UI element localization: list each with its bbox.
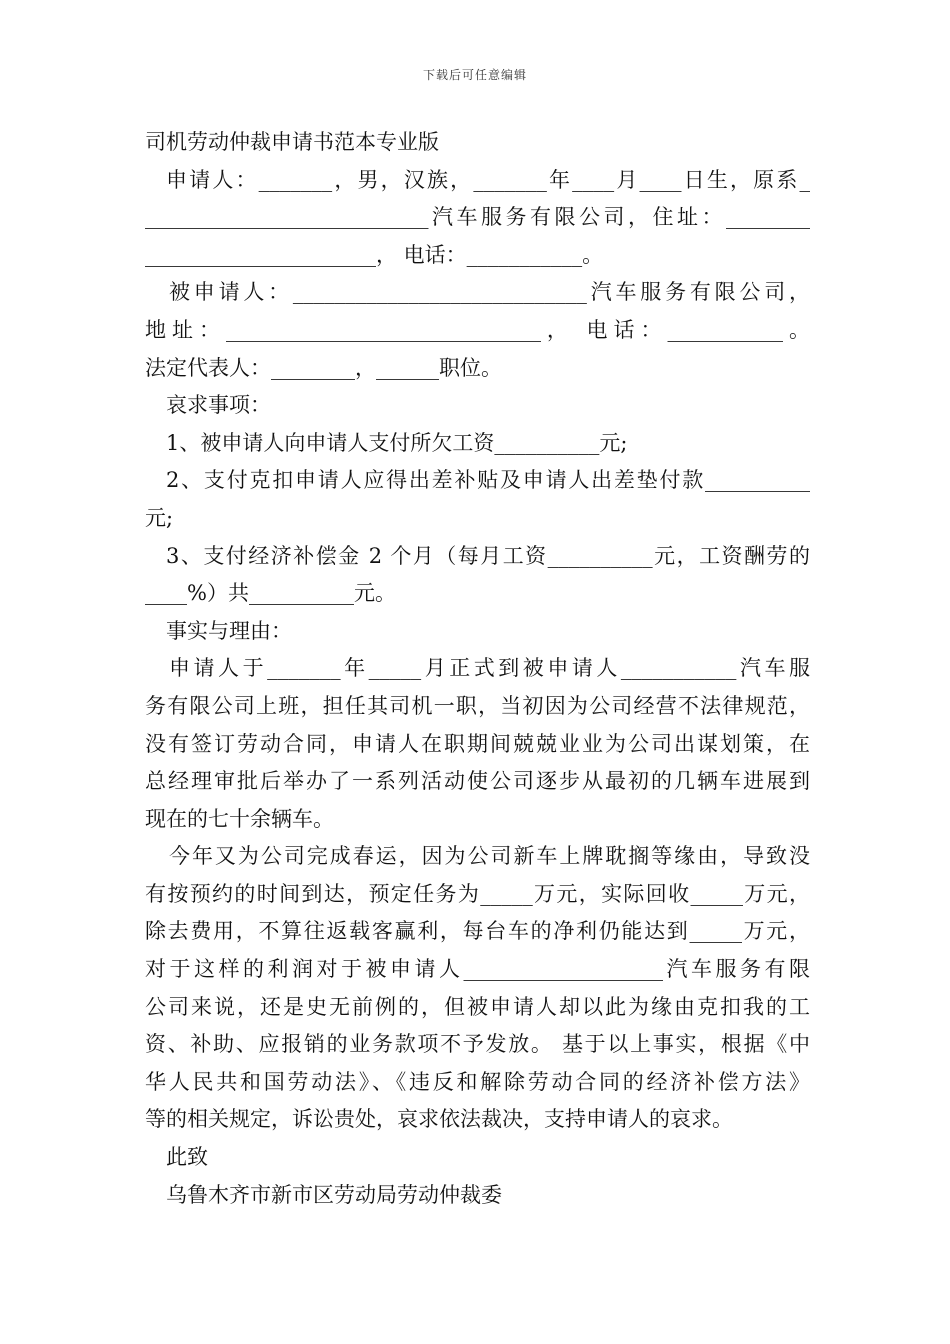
paragraph-line: 没有签订劳动合同，申请人在职期间兢兢业业为公司出谋划策，在 <box>145 731 810 756</box>
paragraph-line: 今年又为公司完成春运，因为公司新车上牌耽搁等缘由，导致没 <box>169 844 810 869</box>
paragraph-line: 现在的七十余辆车。 <box>145 806 334 831</box>
closing-salutation: 此致 <box>166 1145 208 1170</box>
paragraph-line: 等的相关规定，诉讼贵处，哀求依法裁决，支持申请人的哀求。 <box>145 1107 733 1132</box>
claim-item: ____%）共__________元。 <box>145 581 396 606</box>
paragraph-line: 除去费用，不算往返载客赢利，每台车的净利仍能达到_____万元， <box>145 919 810 944</box>
paragraph-line: 地址：______________________________， 电话：___________。 <box>145 317 810 342</box>
document-body <box>145 124 810 1214</box>
paragraph-line: 对于这样的利润对于被申请人___________________汽车服务有限 <box>145 957 810 982</box>
document-title: 司机劳动仲裁申请书范本专业版 <box>145 130 439 154</box>
paragraph-line: 有按预约的时间到达，预定任务为_____万元，实际回收_____万元， <box>145 881 810 906</box>
paragraph-line: 务有限公司上班，担任其司机一职，当初因为公司经营不法律规范， <box>145 693 810 718</box>
claim-item: 1、被申请人向申请人支付所欠工资__________元; <box>166 430 628 455</box>
paragraph-line: 总经理审批后举办了一系列活动使公司逐步从最初的几辆车进展到 <box>145 769 810 794</box>
section-heading: 哀求事项： <box>166 393 271 418</box>
paragraph-line: 法定代表人：________，______职位。 <box>145 355 502 380</box>
paragraph-line: 被申请人：____________________________汽车服务有限公司， <box>169 280 810 305</box>
paragraph-line: 资、补助、应报销的业务款项不予发放。 基于以上事实，根据《中 <box>145 1032 810 1057</box>
recipient-line: 乌鲁木齐市新市区劳动局劳动仲裁委 <box>166 1182 502 1207</box>
paragraph-line: 申请人于_______年_____月正式到被申请人___________汽车服 <box>169 656 810 681</box>
paragraph-line: 公司来说，还是史无前例的，但被申请人却以此为缘由克扣我的工 <box>145 994 810 1019</box>
section-heading: 事实与理由： <box>166 618 292 643</box>
claim-item: 3、支付经济补偿金 2 个月（每月工资__________元，工资酬劳的 <box>166 543 810 568</box>
page-header: 下载后可任意编辑 <box>422 68 527 82</box>
paragraph-line: 申请人：_______，男，汉族，_______年____月____日生，原系_ <box>166 167 810 192</box>
claim-item: 元; <box>145 505 174 530</box>
paragraph-line: 华人民共和国劳动法》、《违反和解除劳动合同的经济补偿方法》 <box>145 1069 810 1094</box>
paragraph-line: ______________________， 电话：___________。 <box>145 242 604 267</box>
paragraph-line: ___________________________汽车服务有限公司，住址：________ <box>145 205 810 230</box>
claim-item: 2、支付克扣申请人应得出差补贴及申请人出差垫付款__________ <box>166 468 810 493</box>
